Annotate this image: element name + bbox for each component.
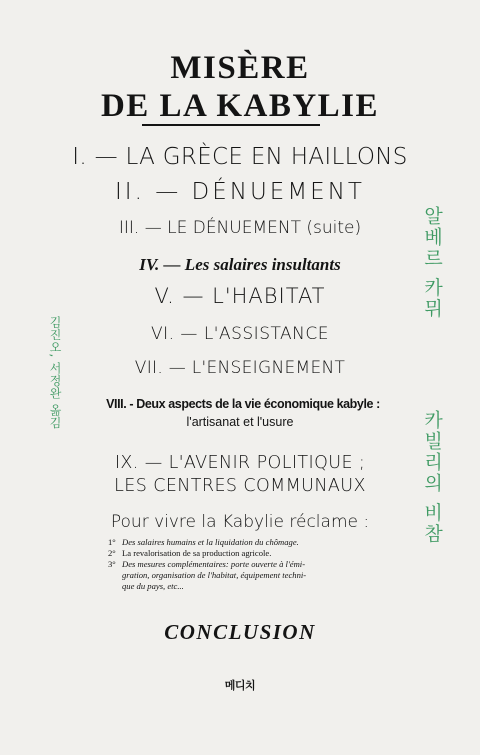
korean-title: 카빌리의 비참 xyxy=(421,410,443,545)
title-underline xyxy=(142,124,320,126)
demands-heading: Pour vivre la Kabylie réclame : xyxy=(110,512,370,532)
contents-item-2: II. — DÉNUEMENT xyxy=(115,179,365,205)
demand-item-1-text: Des salaires humains et la liquidation du chômage. xyxy=(122,537,299,547)
contents-item-1: I. — LA GRÈCE EN HAILLONS xyxy=(72,144,408,170)
demand-item-3-cont1: gration, organisation de l'habitat, équipement techni- xyxy=(122,570,307,580)
contents-item-9-line2: LES CENTRES COMMUNAUX xyxy=(114,476,366,496)
demand-item-1-num: 1° xyxy=(108,537,116,547)
contents-item-3 xyxy=(0,220,480,237)
contents-item-8: VIII. - Deux aspects de la vie économique kabyle : xyxy=(106,397,380,411)
demand-item-3-num: 3° xyxy=(108,559,116,569)
demand-item-2 xyxy=(108,548,398,559)
demand-item-3-cont2: que du pays, etc... xyxy=(122,581,184,591)
contents-item-7: VII. — L'ENSEIGNEMENT xyxy=(134,358,346,378)
demands-list xyxy=(108,537,398,592)
demand-item-1 xyxy=(108,537,398,548)
demand-item-2-text: La revalorisation de sa production agricole. xyxy=(122,548,272,558)
publisher-logo: 메디치 xyxy=(224,679,256,692)
contents-item-8-line2: l'artisanat et l'usure xyxy=(186,415,294,429)
contents-item-5: V. — L'HABITAT xyxy=(154,284,326,308)
contents-item-3-suffix: (suite) xyxy=(306,218,362,238)
contents-item-4: IV. — Les salaires insultants xyxy=(139,255,341,274)
demand-item-3 xyxy=(108,559,398,570)
translators-credit: 김진오, 서정완 옮김 xyxy=(48,316,62,429)
demand-item-2-num: 2° xyxy=(108,548,116,558)
contents-item-9: IX. — L'AVENIR POLITIQUE ; xyxy=(114,453,366,473)
conclusion-heading: CONCLUSION xyxy=(164,620,316,644)
book-title-line1: MISÈRE xyxy=(170,50,310,86)
contents-item-6: VI. — L'ASSISTANCE xyxy=(150,324,330,344)
contents-item-3-text: III. — LE DÉNUEMENT xyxy=(118,218,301,238)
author-name: 알베르 카뮈 xyxy=(421,206,443,320)
demand-item-3-text: Des mesures complémentaires: porte ouverte à l'émi- xyxy=(122,559,306,569)
book-title-line2: DE LA KABYLIE xyxy=(100,88,380,124)
